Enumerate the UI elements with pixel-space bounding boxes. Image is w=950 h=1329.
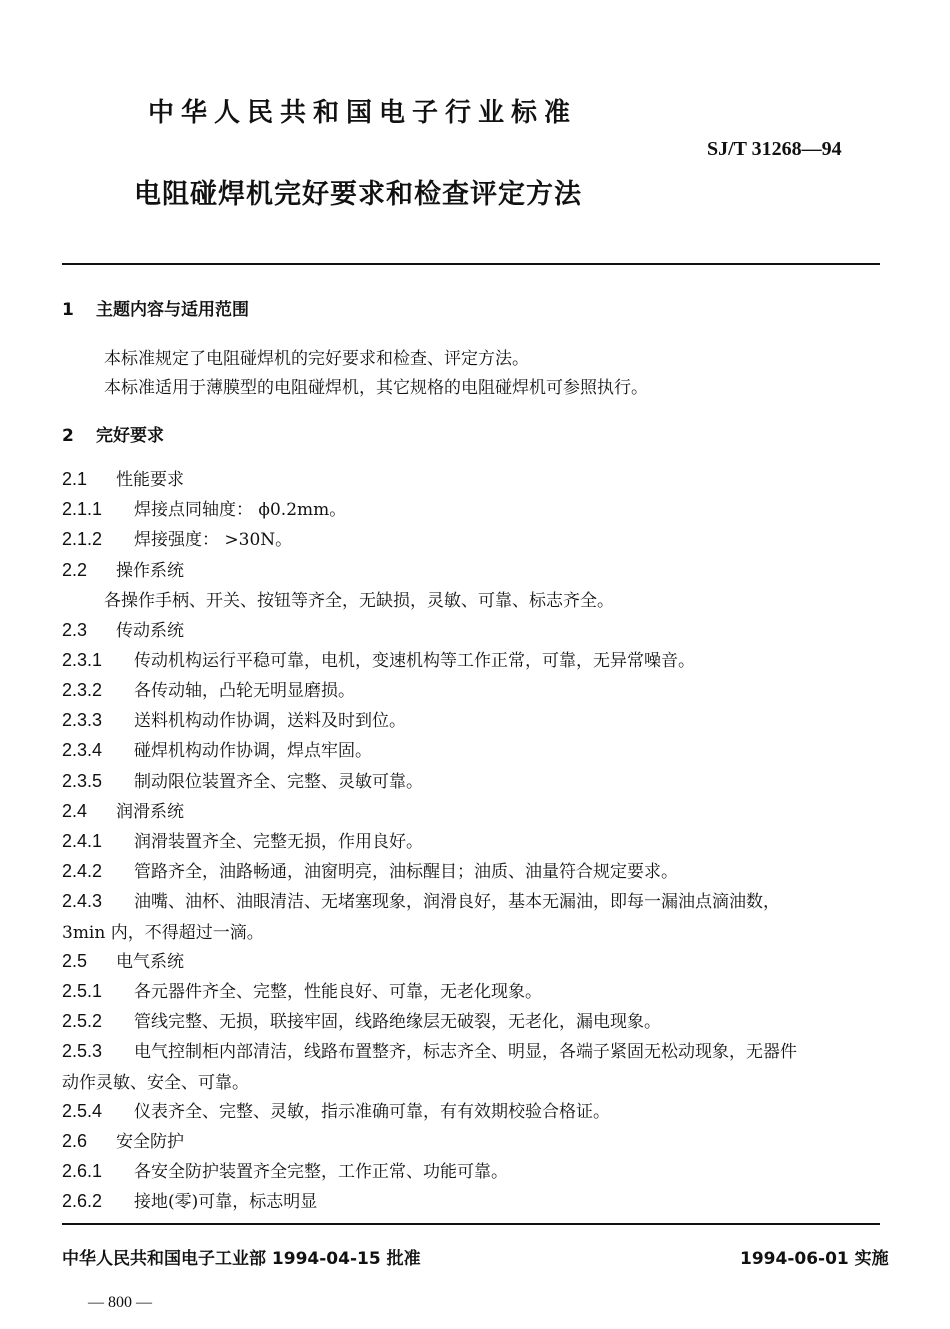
effective-date: 1994-06-01 实施 — [740, 1249, 889, 1269]
list-item — [62, 887, 780, 912]
item-continuation: 动作灵敏、安全、可靠。 — [62, 1073, 249, 1093]
item-text: 电气控制柜内部清洁，线路布置整齐，标志齐全、明显，各端子紧固无松动现象，无器件 — [134, 1042, 797, 1062]
section-2-heading — [62, 421, 164, 446]
standard-org-heading: 中华人民共和国电子行业标准 — [148, 98, 578, 128]
item-number: 2.3.5 — [62, 771, 103, 791]
item-text: 操作系统 — [116, 561, 184, 581]
list-item — [62, 1157, 508, 1182]
item-number: 2.6 — [62, 1131, 88, 1151]
footer-divider — [62, 1223, 880, 1225]
item-number: 2.2 — [62, 560, 88, 580]
list-item — [62, 1127, 184, 1152]
item-text: 焊接点同轴度： ϕ0.2mm。 — [134, 500, 347, 520]
item-text: 各操作手柄、开关、按钮等齐全，无缺损，灵敏、可靠、标志齐全。 — [104, 591, 614, 611]
list-item — [62, 676, 355, 701]
list-item — [62, 525, 292, 550]
list-item — [62, 556, 184, 581]
section-number: 2 — [62, 426, 74, 446]
list-item — [62, 646, 695, 671]
paragraph: 本标准规定了电阻碰焊机的完好要求和检查、评定方法。 — [104, 349, 529, 369]
standard-code: SJ/T 31268—94 — [707, 138, 842, 160]
document-title: 电阻碰焊机完好要求和检查评定方法 — [134, 179, 582, 210]
item-number: 2.3.4 — [62, 740, 103, 760]
item-number: 2.1.2 — [62, 529, 103, 549]
paragraph: 本标准适用于薄膜型的电阻碰焊机，其它规格的电阻碰焊机可参照执行。 — [104, 378, 648, 398]
list-item — [62, 736, 372, 761]
item-text: 各元器件齐全、完整，性能良好、可靠，无老化现象。 — [134, 982, 542, 1002]
item-text: 接地(零)可靠，标志明显 — [134, 1192, 318, 1212]
item-continuation: 3min 内，不得超过一滴。 — [62, 923, 264, 943]
list-item — [62, 857, 678, 882]
item-number: 2.3.3 — [62, 710, 103, 730]
list-item — [62, 977, 542, 1002]
item-text: 性能要求 — [116, 470, 184, 490]
list-item — [62, 797, 184, 822]
item-text: 油嘴、油杯、油眼清洁、无堵塞现象，润滑良好，基本无漏油，即每一漏油点滴油数， — [134, 892, 780, 912]
item-text: 传动系统 — [116, 621, 184, 641]
list-item — [62, 1187, 317, 1212]
item-text: 管线完整、无损，联接牢固，线路绝缘层无破裂，无老化，漏电现象。 — [134, 1012, 661, 1032]
item-number: 2.6.2 — [62, 1191, 103, 1211]
section-1-heading — [62, 295, 249, 320]
item-text: 各传动轴，凸轮无明显磨损。 — [134, 681, 355, 701]
list-item — [62, 465, 184, 490]
section-title: 完好要求 — [96, 426, 164, 446]
item-number: 2.4.2 — [62, 861, 103, 881]
item-number: 2.1 — [62, 469, 88, 489]
section-number: 1 — [62, 300, 74, 320]
list-item — [104, 586, 614, 611]
item-number: 2.3.2 — [62, 680, 103, 700]
item-number: 2.6.1 — [62, 1161, 103, 1181]
item-number: 2.3 — [62, 620, 88, 640]
item-text: 仪表齐全、完整、灵敏，指示准确可靠，有有效期校验合格证。 — [134, 1102, 610, 1122]
section-title: 主题内容与适用范围 — [96, 300, 249, 320]
list-item — [62, 1007, 661, 1032]
item-text: 制动限位装置齐全、完整、灵敏可靠。 — [134, 772, 423, 792]
list-item — [62, 767, 423, 792]
item-text: 碰焊机构动作协调，焊点牢固。 — [134, 741, 372, 761]
list-item — [62, 947, 184, 972]
item-number: 2.5.2 — [62, 1011, 103, 1031]
item-text: 润滑系统 — [116, 802, 184, 822]
list-item — [62, 495, 346, 520]
item-number: 2.5.1 — [62, 981, 103, 1001]
item-text: 安全防护 — [116, 1132, 184, 1152]
item-number: 2.4.1 — [62, 831, 103, 851]
approval-line: 中华人民共和国电子工业部 1994-04-15 批准 — [62, 1249, 421, 1269]
list-item — [62, 616, 184, 641]
list-item — [62, 1097, 610, 1122]
page-number: — 800 — — [88, 1294, 152, 1311]
item-text: 各安全防护装置齐全完整，工作正常、功能可靠。 — [134, 1162, 508, 1182]
item-number: 2.5.4 — [62, 1101, 103, 1121]
list-item — [62, 827, 423, 852]
item-text: 焊接强度： >30N。 — [134, 530, 293, 550]
item-number: 2.1.1 — [62, 499, 103, 519]
item-text: 润滑装置齐全、完整无损，作用良好。 — [134, 832, 423, 852]
item-text: 送料机构动作协调，送料及时到位。 — [134, 711, 406, 731]
item-text: 电气系统 — [116, 952, 184, 972]
item-number: 2.3.1 — [62, 650, 103, 670]
list-item — [62, 1037, 797, 1062]
item-number: 2.5 — [62, 951, 88, 971]
item-text: 管路齐全，油路畅通，油窗明亮，油标醒目；油质、油量符合规定要求。 — [134, 862, 678, 882]
item-number: 2.4 — [62, 801, 88, 821]
item-number: 2.5.3 — [62, 1041, 103, 1061]
item-number: 2.4.3 — [62, 891, 103, 911]
item-text: 传动机构运行平稳可靠，电机，变速机构等工作正常，可靠，无异常噪音。 — [134, 651, 695, 671]
list-item — [62, 706, 406, 731]
header-divider — [62, 263, 880, 265]
